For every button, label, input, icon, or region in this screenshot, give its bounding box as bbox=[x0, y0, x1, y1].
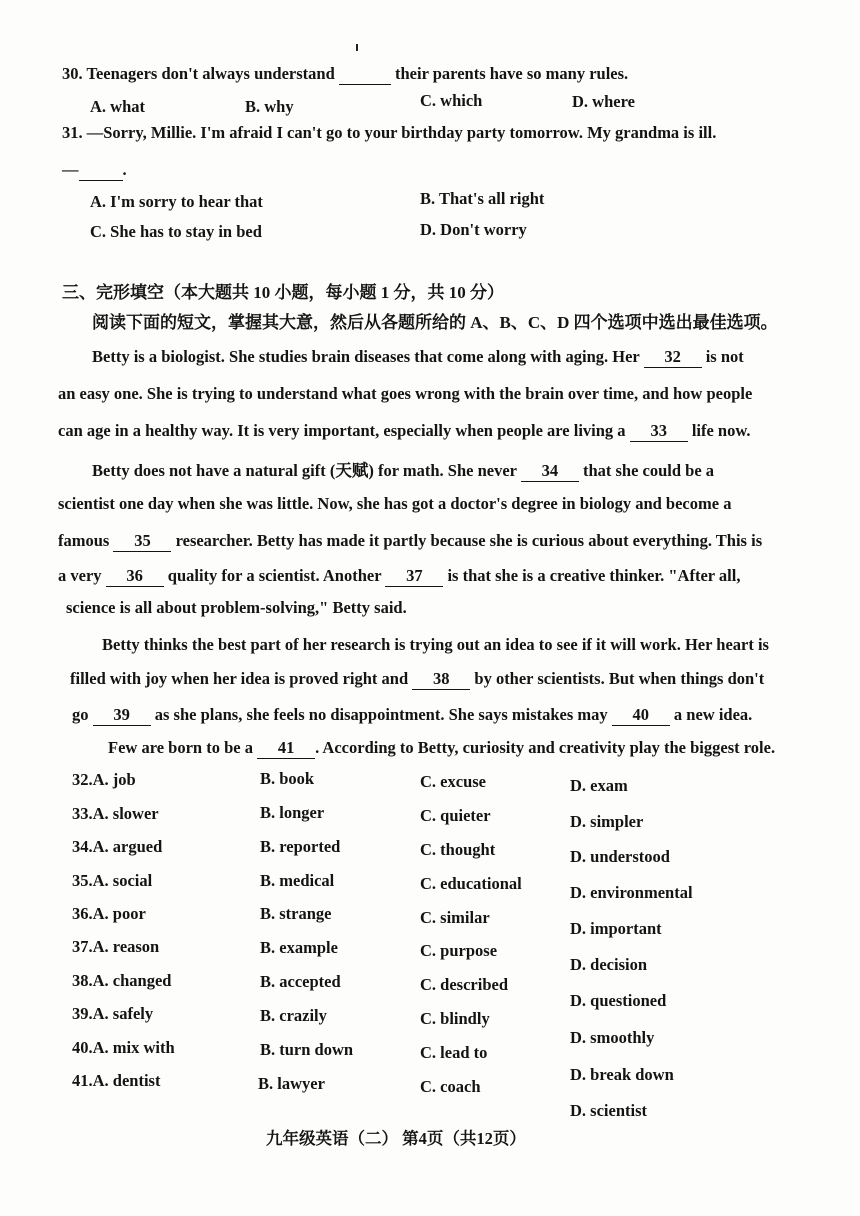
blank-37[interactable]: 37 bbox=[385, 566, 443, 587]
answer-blank[interactable] bbox=[339, 64, 391, 85]
choice-38-a: 38.A. changed bbox=[72, 971, 172, 990]
choice-40-b: B. turn down bbox=[260, 1040, 354, 1059]
choice-34-d: D. understood bbox=[570, 847, 670, 866]
section-instruction: 阅读下面的短文，掌握其大意，然后从各题所给的 A、B、C、D 四个选项中选出最佳选项。 bbox=[92, 313, 778, 332]
choice-35-c: C. educational bbox=[420, 874, 522, 893]
passage-line: famous 35 researcher. Betty has made it partly because she is curious about everything. This is bbox=[58, 531, 763, 550]
choice-32-d: D. exam bbox=[570, 776, 628, 795]
blank-34[interactable]: 34 bbox=[521, 461, 579, 482]
choice-36-d: D. important bbox=[570, 919, 662, 938]
option-31-d: D. Don't worry bbox=[420, 220, 527, 239]
section-title: 三、完形填空（本大题共 10 小题，每小题 1 分，共 10 分） bbox=[62, 283, 504, 302]
choice-37-c: C. purpose bbox=[420, 941, 498, 960]
question-31-response: — . bbox=[62, 160, 127, 179]
choice-39-b: B. crazily bbox=[260, 1006, 327, 1025]
choice-36-a: 36.A. poor bbox=[72, 904, 146, 923]
choice-41-d: D. scientist bbox=[570, 1101, 647, 1120]
question-30: 30. Teenagers don't always understand their parents have so many rules. bbox=[62, 64, 629, 83]
choice-34-c: C. thought bbox=[420, 840, 496, 859]
option-31-b: B. That's all right bbox=[420, 189, 545, 208]
blank-35[interactable]: 35 bbox=[113, 531, 171, 552]
passage-line: filled with joy when her idea is proved right and 38 by other scientists. But when things don't bbox=[70, 669, 765, 688]
choice-40-d: D. break down bbox=[570, 1065, 674, 1084]
choice-37-b: B. example bbox=[260, 938, 338, 957]
blank-33[interactable]: 33 bbox=[630, 421, 688, 442]
choice-41-c: C. coach bbox=[420, 1077, 481, 1096]
passage-line: Betty does not have a natural gift (天赋) for math. She never 34 that she could be a bbox=[92, 461, 715, 480]
page-footer: 九年级英语（二） 第4页（共12页） bbox=[266, 1129, 526, 1148]
choice-37-a: 37.A. reason bbox=[72, 937, 160, 956]
blank-36[interactable]: 36 bbox=[106, 566, 164, 587]
choice-33-d: D. simpler bbox=[570, 812, 644, 831]
choice-32-b: B. book bbox=[260, 769, 315, 788]
passage-line: a very 36 quality for a scientist. Another 37 is that she is a creative thinker. "After all, bbox=[58, 566, 741, 585]
choice-35-a: 35.A. social bbox=[72, 871, 153, 890]
option-30-a: A. what bbox=[90, 97, 146, 116]
choice-36-b: B. strange bbox=[260, 904, 332, 923]
choice-41-a: 41.A. dentist bbox=[72, 1071, 161, 1090]
question-31: 31. —Sorry, Millie. I'm afraid I can't go to your birthday party tomorrow. My grandma is ill. bbox=[62, 123, 717, 142]
blank-32[interactable]: 32 bbox=[644, 347, 702, 368]
option-31-c: C. She has to stay in bed bbox=[90, 222, 262, 241]
choice-39-c: C. blindly bbox=[420, 1009, 490, 1028]
choice-32-a: 32.A. job bbox=[72, 770, 136, 789]
choice-38-c: C. described bbox=[420, 975, 508, 994]
choice-33-b: B. longer bbox=[260, 803, 325, 822]
stray-mark bbox=[356, 44, 358, 51]
passage-line: scientist one day when she was little. Now, she has got a doctor's degree in biology and become a bbox=[58, 494, 732, 513]
choice-33-a: 33.A. slower bbox=[72, 804, 159, 823]
passage-line: Betty thinks the best part of her research is trying out an idea to see if it will work. Her heart is bbox=[102, 635, 769, 654]
option-30-c: C. which bbox=[420, 91, 483, 110]
blank-41[interactable]: 41 bbox=[257, 738, 315, 759]
choice-40-c: C. lead to bbox=[420, 1043, 488, 1062]
choice-33-c: C. quieter bbox=[420, 806, 491, 825]
choice-35-d: D. environmental bbox=[570, 883, 693, 902]
passage-line: an easy one. She is trying to understand what goes wrong with the brain over time, and how people bbox=[58, 384, 753, 403]
option-30-d: D. where bbox=[572, 92, 635, 111]
choice-37-d: D. decision bbox=[570, 955, 648, 974]
choice-32-c: C. excuse bbox=[420, 772, 486, 791]
passage-line: Few are born to be a 41 . According to Betty, curiosity and creativity play the biggest role. bbox=[108, 738, 776, 757]
passage-line: Betty is a biologist. She studies brain diseases that come along with aging. Her 32 is not bbox=[92, 347, 744, 366]
choice-39-d: D. smoothly bbox=[570, 1028, 655, 1047]
choice-38-d: D. questioned bbox=[570, 991, 667, 1010]
answer-blank[interactable] bbox=[79, 160, 123, 181]
option-31-a: A. I'm sorry to hear that bbox=[90, 192, 263, 211]
choice-39-a: 39.A. safely bbox=[72, 1004, 154, 1023]
passage-line: can age in a healthy way. It is very important, especially when people are living a 33 life now. bbox=[58, 421, 751, 440]
blank-39[interactable]: 39 bbox=[93, 705, 151, 726]
choice-36-c: C. similar bbox=[420, 908, 490, 927]
choice-35-b: B. medical bbox=[260, 871, 335, 890]
passage-line: science is all about problem-solving," Betty said. bbox=[66, 598, 407, 617]
choice-41-b: B. lawyer bbox=[258, 1074, 325, 1093]
blank-38[interactable]: 38 bbox=[412, 669, 470, 690]
choice-40-a: 40.A. mix with bbox=[72, 1038, 175, 1057]
choice-34-b: B. reported bbox=[260, 837, 341, 856]
blank-40[interactable]: 40 bbox=[612, 705, 670, 726]
passage-line: go 39 as she plans, she feels no disappointment. She says mistakes may 40 a new idea. bbox=[72, 705, 753, 724]
choice-38-b: B. accepted bbox=[260, 972, 341, 991]
choice-34-a: 34.A. argued bbox=[72, 837, 163, 856]
option-30-b: B. why bbox=[245, 97, 294, 116]
